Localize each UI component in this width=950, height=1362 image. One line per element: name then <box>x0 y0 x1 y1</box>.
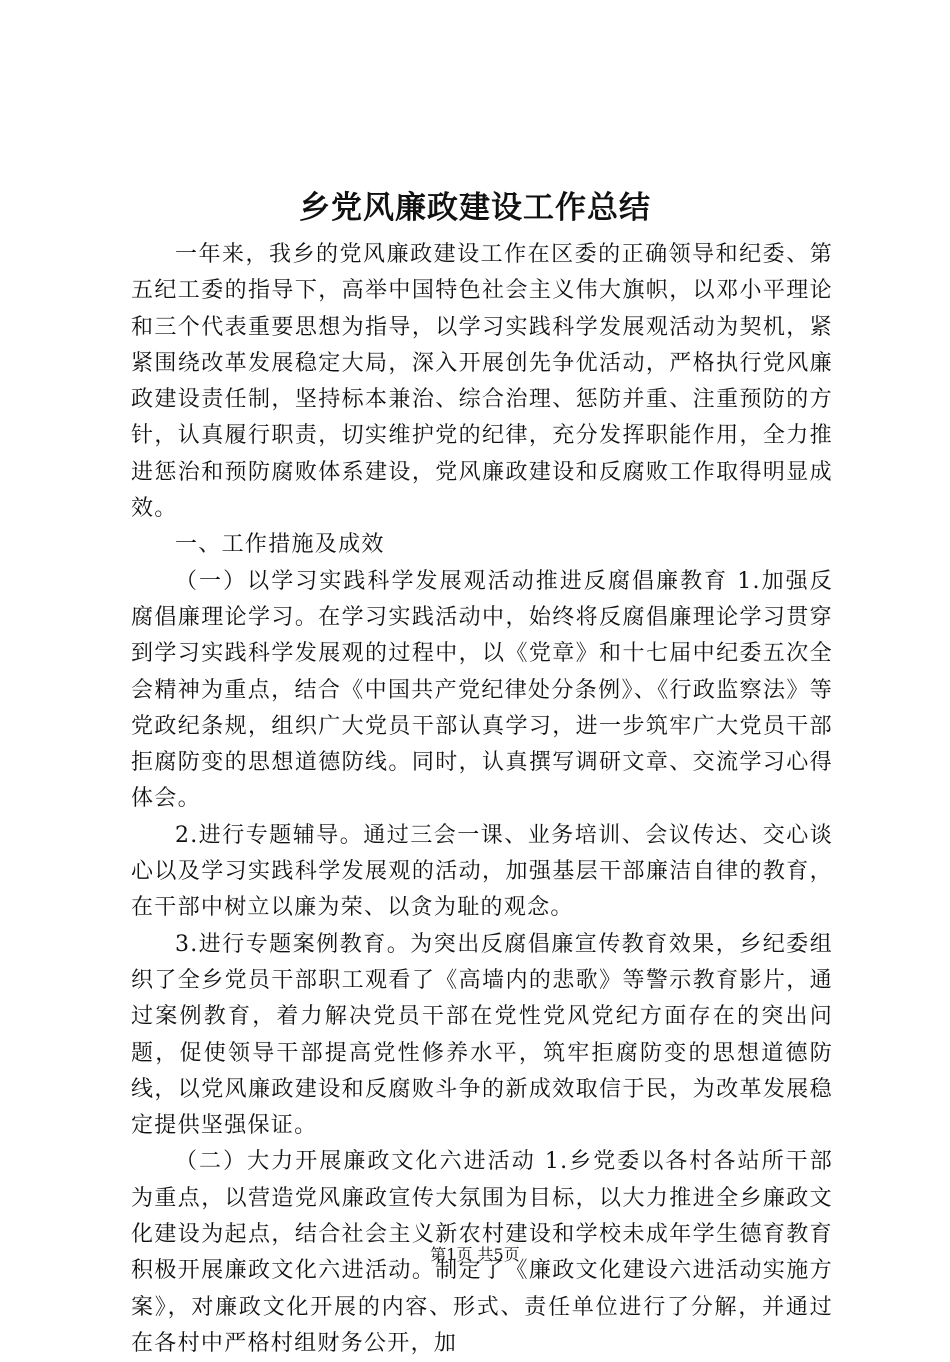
paragraph-section-1: （一）以学习实践科学发展观活动推进反腐倡廉教育 1.加强反腐倡廉理论学习。在学习实践活动中，始终将反腐倡廉理论学习贯穿到学习实践科学发展观的过程中，以《党章》和十七届中纪委五次全会精神为重点，结合《中国共产党纪律处分条例》、《行政监察法》等党政纪条规，组织广大党员干部认真学习，进一步筑牢广大党员干部拒腐防变的思想道德防线。同时，认真撰写调研文章、交流学习心得体会。 <box>131 568 833 812</box>
page-footer: 第1页 共5页 <box>430 1245 520 1264</box>
paragraph-section-2: （二）大力开展廉政文化六进活动 1.乡党委以各村各站所干部为重点，以营造党风廉政宣传大氛围为目标，以大力推进全乡廉政文化建设为起点，结合社会主义新农村建设和学校未成年学生德育教育积极开展廉政文化六进活动。制定了《廉政文化建设六进活动实施方案》，对廉政文化开展的内容、形式、责任单位进行了分解，并通过在各村中严格村组财务公开，加 <box>131 1149 833 1356</box>
paragraph-intro: 一年来，我乡的党风廉政建设工作在区委的正确领导和纪委、第五纪工委的指导下，高举中国特色社会主义伟大旗帜，以邓小平理论和三个代表重要思想为指导，以学习实践科学发展观活动为契机，紧紧围绕改革发展稳定大局，深入开展创先争优活动，严格执行党风廉政建设责任制，坚持标本兼治、综合治理、惩防并重、注重预防的方针，认真履行职责，切实维护党的纪律，充分发挥职能作用，全力推进惩治和预防腐败体系建设，党风廉政建设和反腐败工作取得明显成效。 <box>131 242 833 522</box>
section-heading-measures: 一、工作措施及成效 <box>175 532 385 558</box>
paragraph-item-2: 2.进行专题辅导。通过三会一课、业务培训、会议传达、交心谈心以及学习实践科学发展观的活动，加强基层干部廉洁自律的教育，在干部中树立以廉为荣、以贪为耻的观念。 <box>131 822 833 921</box>
paragraph-item-3: 3.进行专题案例教育。为突出反腐倡廉宣传教育效果，乡纪委组织了全乡党员干部职工观看了《高墙内的悲歌》等警示教育影片，通过案例教育，着力解决党员干部在党性党风党纪方面存在的突出问题，促使领导干部提高党性修养水平，筑牢拒腐防变的思想道德防线，以党风廉政建设和反腐败斗争的新成效取信于民，为改革发展稳定提供坚强保证。 <box>131 931 833 1139</box>
document-title: 乡党风廉政建设工作总结 <box>299 190 651 226</box>
document-body <box>131 237 833 1362</box>
